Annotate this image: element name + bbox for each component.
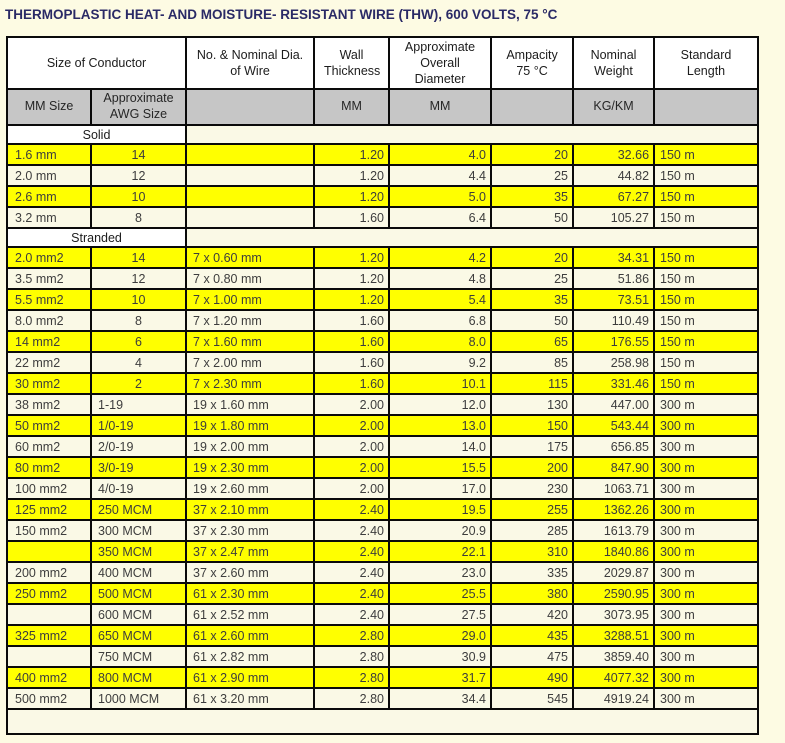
table-row <box>7 667 758 688</box>
cell-standard-length: 150 m <box>654 352 758 373</box>
header-nominal-weight: Nominal Weight <box>573 37 654 89</box>
cell-ampacity: 230 <box>491 478 573 499</box>
cell-awg-size: 1/0-19 <box>91 415 186 436</box>
cell-mm-size: 60 mm2 <box>7 436 91 457</box>
cell-ampacity: 310 <box>491 541 573 562</box>
cell-ampacity: 545 <box>491 688 573 709</box>
cell-wire-count-dia: 7 x 2.00 mm <box>186 352 314 373</box>
cell-wall-thickness: 2.80 <box>314 667 389 688</box>
cell-nominal-weight: 105.27 <box>573 207 654 228</box>
cell-mm-size: 38 mm2 <box>7 394 91 415</box>
cell-awg-size: 8 <box>91 207 186 228</box>
cell-wall-thickness: 2.40 <box>314 604 389 625</box>
table-row <box>7 144 758 165</box>
cell-ampacity: 200 <box>491 457 573 478</box>
cell-awg-size: 600 MCM <box>91 604 186 625</box>
cell-wall-thickness: 1.60 <box>314 207 389 228</box>
subheader-length-blank <box>654 89 758 125</box>
cell-overall-diameter: 14.0 <box>389 436 491 457</box>
cell-standard-length: 300 m <box>654 436 758 457</box>
cell-overall-diameter: 30.9 <box>389 646 491 667</box>
cell-wire-count-dia: 37 x 2.60 mm <box>186 562 314 583</box>
cell-wall-thickness: 2.40 <box>314 520 389 541</box>
cell-ampacity: 255 <box>491 499 573 520</box>
cell-standard-length: 300 m <box>654 415 758 436</box>
cell-overall-diameter: 19.5 <box>389 499 491 520</box>
cell-nominal-weight: 1840.86 <box>573 541 654 562</box>
cell-overall-diameter: 12.0 <box>389 394 491 415</box>
cell-standard-length: 300 m <box>654 625 758 646</box>
cell-overall-diameter: 25.5 <box>389 583 491 604</box>
cell-nominal-weight: 4077.32 <box>573 667 654 688</box>
table-row <box>7 457 758 478</box>
subheader-diameter-mm: MM <box>389 89 491 125</box>
cell-awg-size: 650 MCM <box>91 625 186 646</box>
cell-nominal-weight: 110.49 <box>573 310 654 331</box>
section-row <box>7 228 758 247</box>
table-row <box>7 415 758 436</box>
table-row <box>7 688 758 709</box>
header-wire-count-dia: No. & Nominal Dia. of Wire <box>186 37 314 89</box>
cell-nominal-weight: 4919.24 <box>573 688 654 709</box>
cell-standard-length: 300 m <box>654 457 758 478</box>
cell-nominal-weight: 656.85 <box>573 436 654 457</box>
cell-wall-thickness: 1.20 <box>314 186 389 207</box>
cell-awg-size: 1000 MCM <box>91 688 186 709</box>
cell-overall-diameter: 8.0 <box>389 331 491 352</box>
cell-wire-count-dia: 61 x 2.52 mm <box>186 604 314 625</box>
cell-nominal-weight: 543.44 <box>573 415 654 436</box>
cell-ampacity: 20 <box>491 144 573 165</box>
cell-wall-thickness: 1.20 <box>314 247 389 268</box>
section-row <box>7 125 758 144</box>
section-filler <box>186 125 758 144</box>
cell-overall-diameter: 15.5 <box>389 457 491 478</box>
cell-nominal-weight: 847.90 <box>573 457 654 478</box>
cell-nominal-weight: 447.00 <box>573 394 654 415</box>
cell-nominal-weight: 1362.26 <box>573 499 654 520</box>
cell-standard-length: 150 m <box>654 331 758 352</box>
table-row <box>7 331 758 352</box>
cell-wall-thickness: 2.00 <box>314 478 389 499</box>
cell-mm-size: 5.5 mm2 <box>7 289 91 310</box>
cell-awg-size: 8 <box>91 310 186 331</box>
cell-wall-thickness: 1.20 <box>314 289 389 310</box>
subheader-ampacity-blank <box>491 89 573 125</box>
cell-standard-length: 150 m <box>654 247 758 268</box>
cell-awg-size: 6 <box>91 331 186 352</box>
cell-wall-thickness: 1.60 <box>314 373 389 394</box>
cell-wall-thickness: 1.20 <box>314 268 389 289</box>
cell-ampacity: 130 <box>491 394 573 415</box>
table-row <box>7 604 758 625</box>
cell-ampacity: 115 <box>491 373 573 394</box>
cell-mm-size: 125 mm2 <box>7 499 91 520</box>
cell-wall-thickness: 1.20 <box>314 144 389 165</box>
cell-standard-length: 300 m <box>654 604 758 625</box>
cell-wall-thickness: 2.00 <box>314 394 389 415</box>
cell-wire-count-dia: 19 x 1.60 mm <box>186 394 314 415</box>
cell-awg-size: 10 <box>91 186 186 207</box>
table-row <box>7 646 758 667</box>
cell-standard-length: 300 m <box>654 583 758 604</box>
cell-overall-diameter: 29.0 <box>389 625 491 646</box>
cell-awg-size: 400 MCM <box>91 562 186 583</box>
cell-overall-diameter: 10.1 <box>389 373 491 394</box>
cell-ampacity: 35 <box>491 289 573 310</box>
cell-nominal-weight: 67.27 <box>573 186 654 207</box>
cell-mm-size: 30 mm2 <box>7 373 91 394</box>
cell-standard-length: 300 m <box>654 667 758 688</box>
table-row <box>7 247 758 268</box>
subheader-awg-size: Approximate AWG Size <box>91 89 186 125</box>
cell-overall-diameter: 27.5 <box>389 604 491 625</box>
cell-awg-size: 1-19 <box>91 394 186 415</box>
cell-nominal-weight: 331.46 <box>573 373 654 394</box>
cell-overall-diameter: 5.0 <box>389 186 491 207</box>
cell-ampacity: 150 <box>491 415 573 436</box>
cell-wall-thickness: 1.20 <box>314 165 389 186</box>
cell-mm-size: 325 mm2 <box>7 625 91 646</box>
cell-nominal-weight: 3073.95 <box>573 604 654 625</box>
cell-mm-size: 2.0 mm <box>7 165 91 186</box>
cell-standard-length: 150 m <box>654 289 758 310</box>
table-row <box>7 165 758 186</box>
cell-awg-size: 4/0-19 <box>91 478 186 499</box>
cell-wall-thickness: 1.60 <box>314 310 389 331</box>
header-wall-thickness: Wall Thickness <box>314 37 389 89</box>
cell-overall-diameter: 4.8 <box>389 268 491 289</box>
cell-standard-length: 150 m <box>654 186 758 207</box>
cell-overall-diameter: 31.7 <box>389 667 491 688</box>
cell-awg-size: 2/0-19 <box>91 436 186 457</box>
cell-overall-diameter: 6.4 <box>389 207 491 228</box>
cell-nominal-weight: 2590.95 <box>573 583 654 604</box>
cell-wire-count-dia: 37 x 2.30 mm <box>186 520 314 541</box>
cell-overall-diameter: 6.8 <box>389 310 491 331</box>
cell-awg-size: 500 MCM <box>91 583 186 604</box>
cell-ampacity: 35 <box>491 186 573 207</box>
table-row <box>7 352 758 373</box>
cell-mm-size: 1.6 mm <box>7 144 91 165</box>
cell-wire-count-dia <box>186 165 314 186</box>
cell-awg-size: 14 <box>91 247 186 268</box>
cell-wire-count-dia: 7 x 0.60 mm <box>186 247 314 268</box>
cell-standard-length: 150 m <box>654 268 758 289</box>
empty-row <box>7 709 758 734</box>
cell-awg-size: 350 MCM <box>91 541 186 562</box>
cell-awg-size: 14 <box>91 144 186 165</box>
cell-overall-diameter: 13.0 <box>389 415 491 436</box>
cell-ampacity: 50 <box>491 207 573 228</box>
cell-standard-length: 300 m <box>654 646 758 667</box>
cell-nominal-weight: 51.86 <box>573 268 654 289</box>
table-row <box>7 268 758 289</box>
cell-wire-count-dia: 37 x 2.10 mm <box>186 499 314 520</box>
cell-standard-length: 300 m <box>654 478 758 499</box>
cell-mm-size: 2.0 mm2 <box>7 247 91 268</box>
cell-overall-diameter: 4.4 <box>389 165 491 186</box>
cell-ampacity: 475 <box>491 646 573 667</box>
cell-nominal-weight: 3859.40 <box>573 646 654 667</box>
cell-wire-count-dia: 19 x 2.30 mm <box>186 457 314 478</box>
cell-wire-count-dia: 37 x 2.47 mm <box>186 541 314 562</box>
cell-awg-size: 3/0-19 <box>91 457 186 478</box>
cell-mm-size: 22 mm2 <box>7 352 91 373</box>
table-row <box>7 499 758 520</box>
header-size-of-conductor: Size of Conductor <box>7 37 186 89</box>
cell-wire-count-dia: 7 x 1.00 mm <box>186 289 314 310</box>
table-row <box>7 520 758 541</box>
cell-mm-size <box>7 541 91 562</box>
cell-wire-count-dia: 61 x 2.30 mm <box>186 583 314 604</box>
cell-nominal-weight: 176.55 <box>573 331 654 352</box>
cell-ampacity: 20 <box>491 247 573 268</box>
cell-nominal-weight: 34.31 <box>573 247 654 268</box>
table-row <box>7 289 758 310</box>
cell-mm-size: 80 mm2 <box>7 457 91 478</box>
cell-wall-thickness: 1.60 <box>314 331 389 352</box>
cell-ampacity: 435 <box>491 625 573 646</box>
cell-standard-length: 300 m <box>654 541 758 562</box>
header-row-units <box>7 89 758 125</box>
cell-overall-diameter: 20.9 <box>389 520 491 541</box>
cell-wire-count-dia: 61 x 3.20 mm <box>186 688 314 709</box>
cell-ampacity: 50 <box>491 310 573 331</box>
cell-ampacity: 420 <box>491 604 573 625</box>
cell-wire-count-dia: 19 x 2.00 mm <box>186 436 314 457</box>
cell-mm-size: 3.2 mm <box>7 207 91 228</box>
cell-mm-size: 100 mm2 <box>7 478 91 499</box>
cell-overall-diameter: 23.0 <box>389 562 491 583</box>
cell-standard-length: 300 m <box>654 394 758 415</box>
cell-overall-diameter: 9.2 <box>389 352 491 373</box>
cell-awg-size: 300 MCM <box>91 520 186 541</box>
cell-standard-length: 300 m <box>654 520 758 541</box>
cell-wall-thickness: 2.40 <box>314 562 389 583</box>
cell-standard-length: 300 m <box>654 499 758 520</box>
cell-wall-thickness: 2.00 <box>314 436 389 457</box>
cell-nominal-weight: 73.51 <box>573 289 654 310</box>
cell-nominal-weight: 1063.71 <box>573 478 654 499</box>
cell-wire-count-dia: 61 x 2.90 mm <box>186 667 314 688</box>
cell-awg-size: 250 MCM <box>91 499 186 520</box>
cell-wire-count-dia: 7 x 2.30 mm <box>186 373 314 394</box>
section-label: Solid <box>7 125 186 144</box>
cell-wire-count-dia: 61 x 2.82 mm <box>186 646 314 667</box>
cell-nominal-weight: 2029.87 <box>573 562 654 583</box>
subheader-wall-mm: MM <box>314 89 389 125</box>
cell-nominal-weight: 32.66 <box>573 144 654 165</box>
table-row <box>7 562 758 583</box>
table-row <box>7 186 758 207</box>
table-row <box>7 541 758 562</box>
cell-mm-size: 2.6 mm <box>7 186 91 207</box>
cell-standard-length: 300 m <box>654 688 758 709</box>
cell-nominal-weight: 1613.79 <box>573 520 654 541</box>
cell-ampacity: 380 <box>491 583 573 604</box>
table-row <box>7 583 758 604</box>
cell-awg-size: 10 <box>91 289 186 310</box>
cell-standard-length: 150 m <box>654 373 758 394</box>
cell-standard-length: 300 m <box>654 562 758 583</box>
table-row <box>7 478 758 499</box>
section-filler <box>186 228 758 247</box>
cell-overall-diameter: 22.1 <box>389 541 491 562</box>
cell-wire-count-dia: 19 x 2.60 mm <box>186 478 314 499</box>
cell-wire-count-dia: 7 x 1.20 mm <box>186 310 314 331</box>
cell-awg-size: 12 <box>91 268 186 289</box>
cell-ampacity: 285 <box>491 520 573 541</box>
cell-mm-size: 50 mm2 <box>7 415 91 436</box>
cell-awg-size: 4 <box>91 352 186 373</box>
table-row <box>7 310 758 331</box>
cell-wall-thickness: 2.80 <box>314 688 389 709</box>
cell-wire-count-dia: 19 x 1.80 mm <box>186 415 314 436</box>
cell-ampacity: 85 <box>491 352 573 373</box>
cell-mm-size <box>7 646 91 667</box>
cell-wall-thickness: 2.40 <box>314 541 389 562</box>
cell-mm-size: 500 mm2 <box>7 688 91 709</box>
cell-ampacity: 335 <box>491 562 573 583</box>
cell-wall-thickness: 2.00 <box>314 457 389 478</box>
cell-nominal-weight: 258.98 <box>573 352 654 373</box>
wire-spec-table <box>6 36 759 735</box>
cell-nominal-weight: 44.82 <box>573 165 654 186</box>
table-row <box>7 436 758 457</box>
cell-wire-count-dia <box>186 207 314 228</box>
table-row <box>7 625 758 646</box>
cell-mm-size: 150 mm2 <box>7 520 91 541</box>
subheader-wire-blank <box>186 89 314 125</box>
cell-ampacity: 175 <box>491 436 573 457</box>
cell-wall-thickness: 2.80 <box>314 625 389 646</box>
cell-wire-count-dia: 61 x 2.60 mm <box>186 625 314 646</box>
cell-wall-thickness: 2.40 <box>314 583 389 604</box>
cell-standard-length: 150 m <box>654 144 758 165</box>
cell-mm-size: 250 mm2 <box>7 583 91 604</box>
cell-overall-diameter: 17.0 <box>389 478 491 499</box>
cell-wall-thickness: 2.00 <box>314 415 389 436</box>
cell-nominal-weight: 3288.51 <box>573 625 654 646</box>
cell-ampacity: 25 <box>491 165 573 186</box>
cell-overall-diameter: 5.4 <box>389 289 491 310</box>
cell-standard-length: 150 m <box>654 310 758 331</box>
cell-wall-thickness: 2.80 <box>314 646 389 667</box>
table-row <box>7 207 758 228</box>
table-row <box>7 373 758 394</box>
cell-wall-thickness: 1.60 <box>314 352 389 373</box>
cell-ampacity: 65 <box>491 331 573 352</box>
cell-mm-size: 200 mm2 <box>7 562 91 583</box>
cell-wire-count-dia <box>186 144 314 165</box>
cell-ampacity: 25 <box>491 268 573 289</box>
header-row-primary <box>7 37 758 89</box>
cell-awg-size: 2 <box>91 373 186 394</box>
section-label: Stranded <box>7 228 186 247</box>
cell-overall-diameter: 4.0 <box>389 144 491 165</box>
cell-mm-size: 3.5 mm2 <box>7 268 91 289</box>
table-row <box>7 394 758 415</box>
empty-cell <box>7 709 758 734</box>
cell-awg-size: 12 <box>91 165 186 186</box>
cell-wire-count-dia: 7 x 0.80 mm <box>186 268 314 289</box>
subheader-kg-km: KG/KM <box>573 89 654 125</box>
subheader-mm-size: MM Size <box>7 89 91 125</box>
cell-overall-diameter: 4.2 <box>389 247 491 268</box>
cell-awg-size: 800 MCM <box>91 667 186 688</box>
header-overall-diameter: Approximate Overall Diameter <box>389 37 491 89</box>
cell-standard-length: 150 m <box>654 207 758 228</box>
cell-standard-length: 150 m <box>654 165 758 186</box>
header-ampacity: Ampacity 75 °C <box>491 37 573 89</box>
wire-table-body <box>7 125 758 734</box>
cell-mm-size: 14 mm2 <box>7 331 91 352</box>
cell-wall-thickness: 2.40 <box>314 499 389 520</box>
cell-mm-size: 8.0 mm2 <box>7 310 91 331</box>
cell-overall-diameter: 34.4 <box>389 688 491 709</box>
cell-awg-size: 750 MCM <box>91 646 186 667</box>
page-title: THERMOPLASTIC HEAT- AND MOISTURE- RESISTANT WIRE (THW), 600 VOLTS, 75 °C <box>5 7 558 22</box>
cell-mm-size: 400 mm2 <box>7 667 91 688</box>
cell-ampacity: 490 <box>491 667 573 688</box>
header-standard-length: Standard Length <box>654 37 758 89</box>
cell-wire-count-dia: 7 x 1.60 mm <box>186 331 314 352</box>
cell-mm-size <box>7 604 91 625</box>
cell-wire-count-dia <box>186 186 314 207</box>
